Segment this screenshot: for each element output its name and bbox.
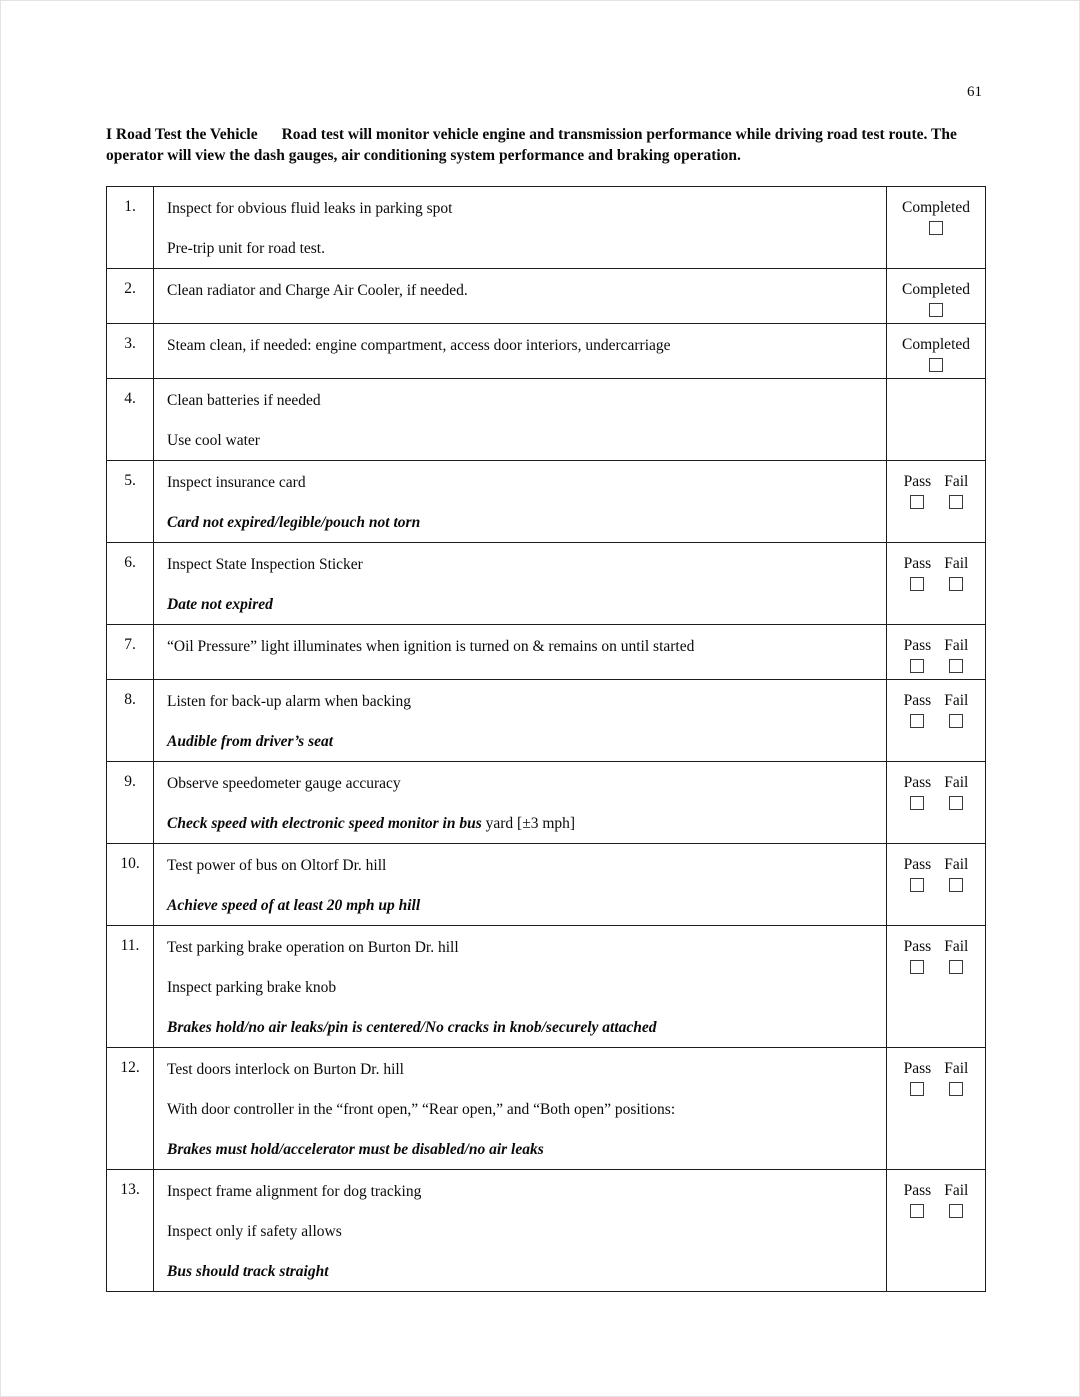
pass-label: Pass [903, 692, 932, 709]
passfail-block [888, 937, 984, 979]
description-text: Pre-trip unit for road test. [167, 240, 325, 257]
row-status [887, 187, 986, 269]
pass-label: Pass [903, 473, 932, 490]
table-row [107, 762, 986, 844]
description-line [167, 1059, 872, 1080]
row-number: 6. [107, 543, 154, 625]
row-description [154, 1048, 887, 1170]
row-status [887, 543, 986, 625]
row-status [887, 379, 986, 461]
description-line [167, 1139, 872, 1160]
pass-label: Pass [903, 637, 932, 654]
row-number: 3. [107, 324, 154, 379]
fail-label: Fail [944, 637, 969, 654]
description-line [167, 855, 872, 876]
section-header [106, 124, 968, 166]
criteria-text: Card not expired/legible/pouch not torn [167, 514, 421, 531]
row-description [154, 543, 887, 625]
fail-label: Fail [944, 555, 969, 572]
fail-label: Fail [944, 1060, 969, 1077]
checklist-body [107, 187, 986, 1292]
pass-label: Pass [903, 1182, 932, 1199]
description-text: Steam clean, if needed: engine compartment, access door interiors, undercarriage [167, 337, 671, 354]
pass-checkbox[interactable] [910, 1082, 924, 1096]
pass-column [904, 636, 932, 678]
completed-checkbox[interactable] [929, 221, 943, 235]
passfail-block [888, 1059, 984, 1101]
description-text: Use cool water [167, 432, 260, 449]
description-text: Inspect State Inspection Sticker [167, 556, 363, 573]
description-line [167, 1261, 872, 1282]
page-number: 61 [967, 84, 982, 100]
description-text: With door controller in the “front open,” “Rear open,” and “Both open” positions: [167, 1101, 676, 1118]
description-line [167, 1221, 872, 1242]
description-text: Test power of bus on Oltorf Dr. hill [167, 857, 387, 874]
criteria-text: Audible from driver’s seat [167, 733, 334, 750]
table-row [107, 269, 986, 324]
description-line [167, 636, 872, 657]
pass-checkbox[interactable] [910, 960, 924, 974]
completed-label: Completed [901, 336, 971, 353]
criteria-text: Bus should track straight [167, 1263, 329, 1280]
row-number: 1. [107, 187, 154, 269]
fail-column [944, 691, 968, 733]
row-description [154, 926, 887, 1048]
completed-block [888, 280, 984, 322]
fail-checkbox[interactable] [949, 1204, 963, 1218]
pass-label: Pass [903, 774, 932, 791]
row-number: 2. [107, 269, 154, 324]
fail-column [944, 1059, 968, 1101]
pass-column [904, 937, 932, 979]
fail-column [944, 554, 968, 596]
row-number: 11. [107, 926, 154, 1048]
fail-checkbox[interactable] [949, 1082, 963, 1096]
description-line [167, 813, 872, 834]
description-line [167, 335, 872, 356]
pass-checkbox[interactable] [910, 659, 924, 673]
description-line [167, 280, 872, 301]
row-description [154, 625, 887, 680]
pass-checkbox[interactable] [910, 796, 924, 810]
description-line [167, 895, 872, 916]
row-description [154, 269, 887, 324]
pass-label: Pass [903, 1060, 932, 1077]
description-line [167, 773, 872, 794]
row-status [887, 1048, 986, 1170]
fail-checkbox[interactable] [949, 577, 963, 591]
fail-label: Fail [944, 473, 969, 490]
section-description: Road test will monitor vehicle engine and transmission performance while driving road test route. The operator will view the dash gauges, air conditioning system performance and braking operation. [106, 126, 957, 164]
description-line [167, 472, 872, 493]
table-row [107, 926, 986, 1048]
criteria-text: Check speed with electronic speed monitor in bus [167, 815, 482, 832]
table-row [107, 461, 986, 543]
criteria-text: Brakes must hold/accelerator must be disabled/no air leaks [167, 1141, 544, 1158]
criteria-text: Brakes hold/no air leaks/pin is centered/No cracks in knob/securely attached [167, 1019, 657, 1036]
fail-label: Fail [944, 774, 969, 791]
row-description [154, 1170, 887, 1292]
fail-checkbox[interactable] [949, 878, 963, 892]
table-row [107, 844, 986, 926]
description-text: Observe speedometer gauge accuracy [167, 775, 401, 792]
pass-column [904, 1059, 932, 1101]
description-text: yard [±3 mph] [481, 815, 576, 832]
pass-label: Pass [903, 938, 932, 955]
row-status [887, 844, 986, 926]
description-line [167, 937, 872, 958]
section-title: I Road Test the Vehicle [106, 126, 258, 143]
description-line [167, 554, 872, 575]
description-line [167, 1017, 872, 1038]
description-line [167, 390, 872, 411]
description-text: Inspect insurance card [167, 474, 306, 491]
pass-column [904, 691, 932, 733]
pass-label: Pass [903, 856, 932, 873]
criteria-text: Achieve speed of at least 20 mph up hill [167, 897, 421, 914]
pass-column [904, 773, 932, 815]
description-line [167, 238, 872, 259]
road-test-checklist-table [106, 186, 986, 1292]
fail-label: Fail [944, 856, 969, 873]
fail-label: Fail [944, 1182, 969, 1199]
row-description [154, 844, 887, 926]
criteria-text: Date not expired [167, 596, 273, 613]
passfail-block [888, 773, 984, 815]
passfail-block [888, 636, 984, 678]
row-number: 7. [107, 625, 154, 680]
row-number: 5. [107, 461, 154, 543]
pass-checkbox[interactable] [910, 495, 924, 509]
row-number: 9. [107, 762, 154, 844]
row-description [154, 187, 887, 269]
completed-block [888, 335, 984, 377]
pass-column [904, 472, 932, 514]
row-status [887, 461, 986, 543]
description-line [167, 594, 872, 615]
passfail-block [888, 472, 984, 514]
pass-column [904, 855, 932, 897]
description-text: Test parking brake operation on Burton Dr. hill [167, 939, 459, 956]
description-line [167, 691, 872, 712]
table-row [107, 324, 986, 379]
row-description [154, 762, 887, 844]
row-status [887, 926, 986, 1048]
description-text: Inspect parking brake knob [167, 979, 337, 996]
passfail-block [888, 691, 984, 733]
fail-checkbox[interactable] [949, 659, 963, 673]
completed-label: Completed [901, 281, 971, 298]
fail-column [944, 855, 968, 897]
fail-column [944, 636, 968, 678]
fail-checkbox[interactable] [949, 960, 963, 974]
description-text: Inspect only if safety allows [167, 1223, 342, 1240]
fail-column [944, 1181, 968, 1223]
table-row [107, 187, 986, 269]
description-text: Inspect for obvious fluid leaks in parking spot [167, 200, 453, 217]
table-row [107, 1048, 986, 1170]
row-status [887, 1170, 986, 1292]
table-row [107, 379, 986, 461]
pass-checkbox[interactable] [910, 714, 924, 728]
description-line [167, 198, 872, 219]
row-status [887, 324, 986, 379]
row-number: 8. [107, 680, 154, 762]
passfail-block [888, 855, 984, 897]
description-line [167, 430, 872, 451]
row-status [887, 680, 986, 762]
row-number: 10. [107, 844, 154, 926]
fail-checkbox[interactable] [949, 495, 963, 509]
fail-label: Fail [944, 692, 969, 709]
description-text: Listen for back-up alarm when backing [167, 693, 412, 710]
passfail-block [888, 1181, 984, 1223]
completed-checkbox[interactable] [929, 358, 943, 372]
fail-column [944, 937, 968, 979]
row-status [887, 625, 986, 680]
row-number: 12. [107, 1048, 154, 1170]
description-text: “Oil Pressure” light illuminates when ignition is turned on & remains on until started [167, 638, 695, 655]
pass-column [904, 554, 932, 596]
fail-column [944, 773, 968, 815]
description-line [167, 977, 872, 998]
row-description [154, 680, 887, 762]
fail-column [944, 472, 968, 514]
completed-block [888, 198, 984, 240]
pass-label: Pass [903, 555, 932, 572]
completed-checkbox[interactable] [929, 303, 943, 317]
description-line [167, 512, 872, 533]
pass-checkbox[interactable] [910, 577, 924, 591]
row-description [154, 461, 887, 543]
fail-checkbox[interactable] [949, 796, 963, 810]
description-line [167, 1181, 872, 1202]
completed-label: Completed [901, 199, 971, 216]
table-row [107, 1170, 986, 1292]
pass-checkbox[interactable] [910, 1204, 924, 1218]
description-text: Clean batteries if needed [167, 392, 321, 409]
description-text: Clean radiator and Charge Air Cooler, if needed. [167, 282, 468, 299]
description-text: Inspect frame alignment for dog tracking [167, 1183, 422, 1200]
row-description [154, 324, 887, 379]
description-text: Test doors interlock on Burton Dr. hill [167, 1061, 404, 1078]
fail-checkbox[interactable] [949, 714, 963, 728]
row-description [154, 379, 887, 461]
row-number: 13. [107, 1170, 154, 1292]
row-status [887, 762, 986, 844]
pass-column [904, 1181, 932, 1223]
table-row [107, 625, 986, 680]
fail-label: Fail [944, 938, 969, 955]
table-row [107, 543, 986, 625]
description-line [167, 731, 872, 752]
row-number: 4. [107, 379, 154, 461]
pass-checkbox[interactable] [910, 878, 924, 892]
description-line [167, 1099, 872, 1120]
passfail-block [888, 554, 984, 596]
row-status [887, 269, 986, 324]
table-row [107, 680, 986, 762]
